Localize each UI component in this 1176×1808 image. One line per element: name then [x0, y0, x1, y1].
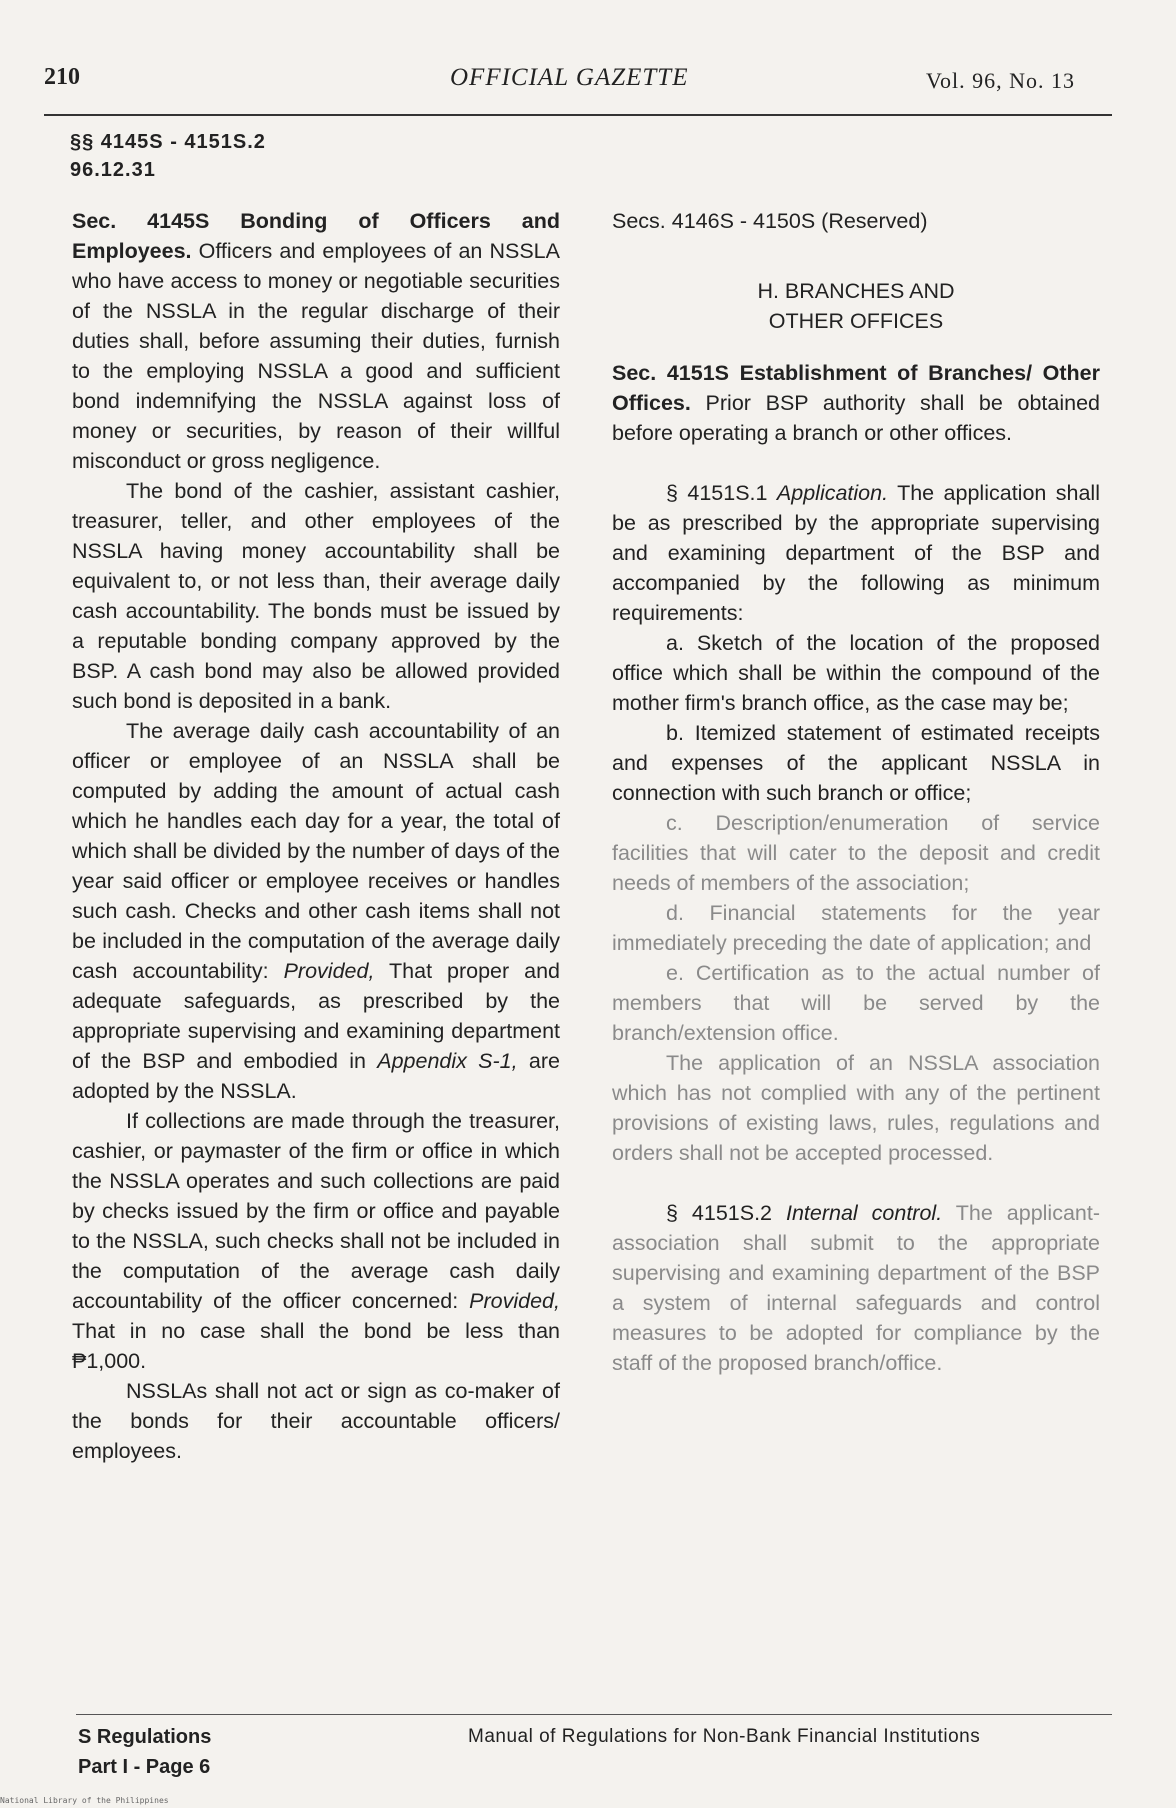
requirement-a: a. Sketch of the location of the proposed office which shall be within the compound of the mother firm's branch office, as the case may be; [612, 631, 1100, 715]
average-cash-paragraph [72, 716, 560, 1106]
appendix-reference: Appendix S-1, [377, 1049, 518, 1073]
scan-watermark: National Library of the Philippines [0, 1796, 169, 1805]
page-number: 210 [44, 64, 80, 90]
section-title-line2: OTHER OFFICES [768, 309, 944, 333]
sec4151-heading: Sec. 4151S Establishment of Branches/ Other Offices. [612, 361, 1100, 415]
application-body: The application shall be as prescribed by the appropriate supervising and examining department of the BSP and accompanied by the following as minimum requirements: [612, 481, 1100, 625]
section-range: §§ 4145S - 4151S.2 [70, 131, 266, 153]
application-title: Application. [776, 481, 889, 505]
requirement-d: d. Financial statements for the year immediately preceding the date of application; and [612, 901, 1100, 955]
application-number: § 4151S.1 [666, 481, 768, 505]
bond-paragraph: The bond of the cashier, assistant cashier, treasurer, teller, and other employees of the NSSLA having money accountability shall be equivalent to, or not less than, their average daily cash accountability. The bonds must be issued by a reputable bonding company approved by the BSP. A cash bond may also be allowed provided such bond is deposited in a bank. [72, 479, 560, 713]
sec4145-body: Officers and employees of an NSSLA who have access to money or negotiable securities of the NSSLA in the regular discharge of their duties shall, before assuming their duties, furnish to the employing NSSLA a good and sufficient bond indemnifying the NSSLA against loss of money or securities, by reason of their willful misconduct or gross negligence. [72, 239, 560, 473]
footer-regulations: S Regulations [78, 1726, 212, 1748]
requirement-e: e. Certification as to the actual number of members that will be served by the branch/extension office. [612, 961, 1100, 1045]
sec4145-heading: Sec. 4145S Bonding of Officers and Employees. [72, 209, 560, 263]
footer-rule [76, 1714, 1112, 1715]
volume-info: Vol. 96, No. 13 [926, 68, 1076, 93]
section-title-line1: H. BRANCHES AND [757, 279, 955, 303]
internal-control-number: § 4151S.2 [666, 1201, 773, 1225]
publication-title: OFFICIAL GAZETTE [450, 64, 689, 91]
requirement-b: b. Itemized statement of estimated receipts and expenses of the applicant NSSLA in connection with such branch or office; [612, 721, 1100, 805]
reserved-sections: Secs. 4146S - 4150S (Reserved) [612, 209, 928, 233]
co-maker-paragraph: NSSLAs shall not act or sign as co-maker of the bonds for their accountable officers/ employees. [72, 1379, 560, 1463]
avg-cash-text-a: The average daily cash accountability of an officer or employee of an NSSLA shall be computed by adding the amount of actual cash which he handles each day for a year, the total of which shall be divided by the number of days of the year said officer or employee receives or handles such cash. Checks and other cash items shall not be included in the computation of the average daily cash accountability: [72, 719, 560, 983]
right-column [612, 206, 1100, 1378]
header-rule [44, 114, 1112, 116]
avg-cash-provided: Provided, [283, 959, 375, 983]
internal-control-body: The applicant-association shall submit to the appropriate supervising and examining department of the BSP a system of internal safeguards and control measures to be adopted for compliance by the staff of the proposed branch/office. [612, 1201, 1100, 1375]
internal-control-paragraph [612, 1198, 1100, 1378]
collections-provided: Provided, [469, 1289, 560, 1313]
section-reference [70, 128, 266, 184]
footer-manual-title: Manual of Regulations for Non-Bank Financial Institutions [468, 1726, 981, 1747]
sec4145-paragraph [72, 206, 560, 476]
footer-page: Part I - Page 6 [78, 1756, 211, 1778]
section-date: 96.12.31 [70, 159, 156, 181]
avg-cash-text-c: are adopted by the NSSLA. [72, 1049, 560, 1103]
collections-paragraph [72, 1106, 560, 1376]
application-paragraph [612, 478, 1100, 628]
application-note: The application of an NSSLA association which has not complied with any of the pertinent provisions of existing laws, rules, regulations and orders shall not be accepted processed. [612, 1051, 1100, 1165]
sec4151-paragraph [612, 358, 1100, 448]
requirement-c: c. Description/enumeration of service facilities that will cater to the deposit and credit needs of members of the association; [612, 811, 1100, 895]
footer-part-info [78, 1722, 211, 1782]
internal-control-title: Internal control. [786, 1201, 943, 1225]
sec4151-body: Prior BSP authority shall be obtained before operating a branch or other offices. [612, 391, 1100, 445]
collections-text-b: That in no case shall the bond be less than ₱1,000. [72, 1319, 560, 1373]
collections-text-a: If collections are made through the treasurer, cashier, or paymaster of the firm or office in which the NSSLA operates and such collections are paid by checks issued by the firm or office and payable to the NSSLA, such checks shall not be included in the computation of the average cash daily accountability of the officer concerned: [72, 1109, 560, 1313]
avg-cash-text-b: That proper and adequate safeguards, as prescribed by the appropriate supervising and examining department of the BSP and embodied in [72, 959, 560, 1073]
left-column [72, 206, 560, 1466]
